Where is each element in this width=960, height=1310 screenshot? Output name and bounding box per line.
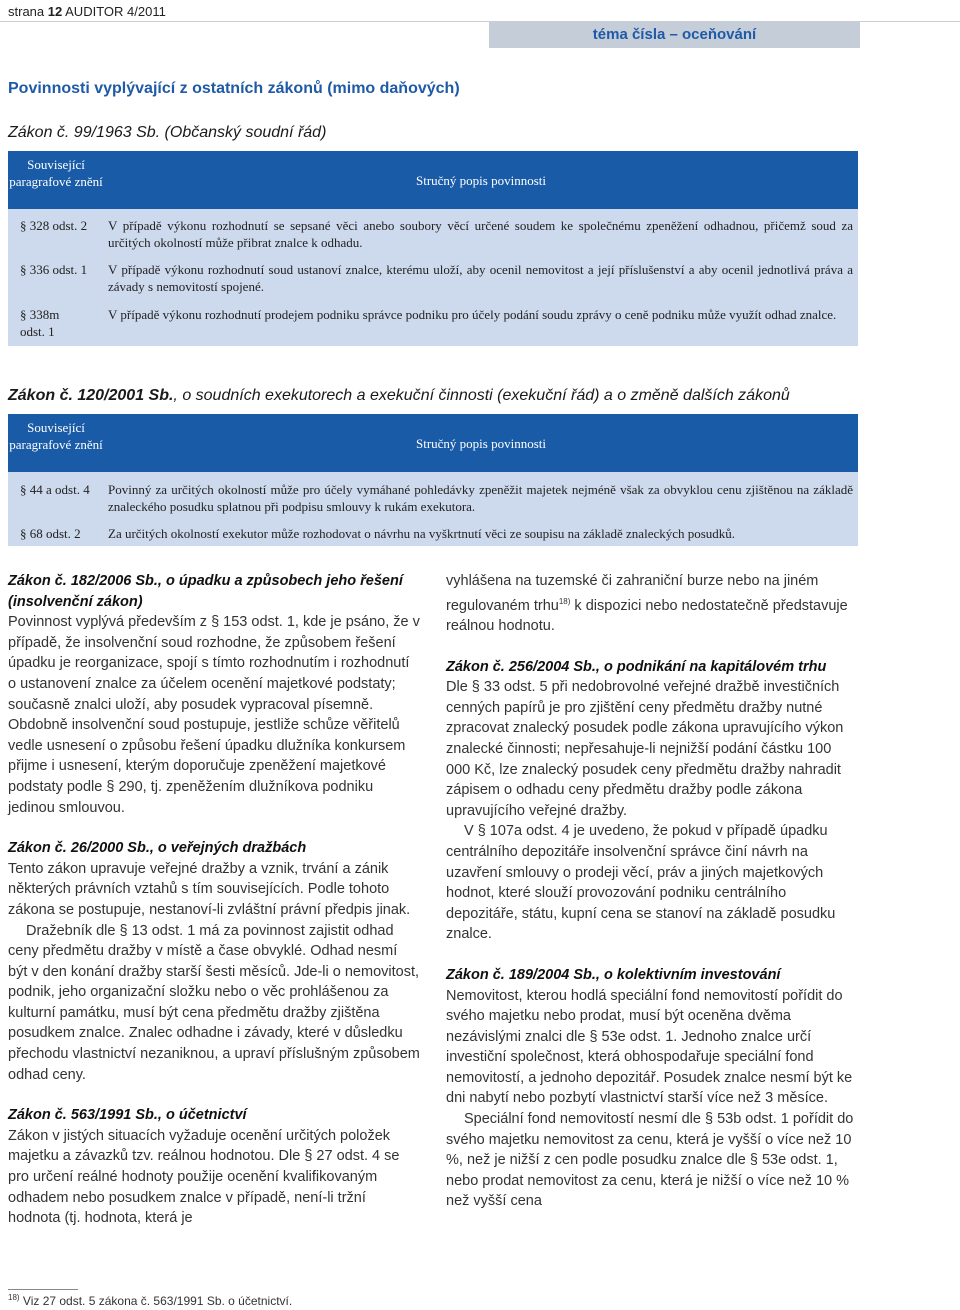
- paragraph: Tento zákon upravuje veřejné dražby a vznik, trvání a zánik některých právních vztahů s tím souvisejících. Podle tohoto zákona se postupuje, nestanoví-li zvláštní právní předpis jinak.: [8, 860, 411, 918]
- footnote: [8, 1293, 292, 1308]
- law-heading-rest: , o kolektivním investování: [595, 966, 781, 983]
- paragraph: Speciální fond nemovitostí nesmí dle § 53b odst. 1 pořídit do svého majetku nemovitost za cenu, která je vyšší o více než 10 %, než je nižší z cen podle posudku znalce dle § 53e odst. 1, nebo prodat nemovitost za cenu, která je nižší o více než 10 % než vyšší cena: [446, 1111, 854, 1210]
- footnote-text: Viz 27 odst. 5 zákona č. 563/1991 Sb. o účetnictví.: [22, 1294, 293, 1308]
- page-label: strana: [8, 4, 45, 19]
- row-ref: § 338m odst. 1: [20, 307, 60, 339]
- row-text: Povinný za určitých okolností může pro účely vymáhané pohledávky zpeněžit majetek nejméně však za obvyklou cenu zjištěnou na základě znaleckého posudku splatnou při podpisu smlouvy k rukám exekutora.: [108, 482, 853, 514]
- paragraph: Zákon v jistých situacích vyžaduje ocenění určitých položek majetku a závazků tzv. reálnou hodnotou. Dle § 27 odst. 4 se pro určení reálné hodnoty použije ocenění kvalifikovaným odhadem nebo posudkem znalce v případě, není-li tržní hodnota (tj. hodnota, která je: [8, 1127, 400, 1227]
- table2-law-title: [8, 387, 790, 405]
- paragraph-part: vyhlášena na tuzemské či zahraniční burze nebo na jiném regulovaném trhu: [446, 573, 819, 614]
- table1-col1-header: Související paragrafové znění: [9, 157, 103, 189]
- right-column: [446, 571, 858, 1212]
- footnote-rule: [8, 1289, 78, 1290]
- row-ref: § 328 odst. 2: [20, 218, 88, 233]
- paragraph: Nemovitost, kterou hodlá speciální fond nemovitostí pořídit do svého majetku nebo prodat, musí být oceněna dvěma nezávislými znalci dle § 53e odst. 1. Jednoho znalce určí investiční společnost, která obhospodařuje speciální fond nemovitostí, a jednoho depozitář. Posudek znalce nesmí být ke dni nabytí nebo pozbytí vlastnictví starší více než 3 měsíce.: [446, 987, 853, 1107]
- row-text: V případě výkonu rozhodnutí prodejem podniku správce podniku pro účely podání soudu zprávy o ceně podniku může využít odhad znalce.: [108, 307, 837, 322]
- row-ref: § 336 odst. 1: [20, 262, 88, 277]
- table2-law-title-bold: Zákon č. 120/2001 Sb.: [8, 387, 174, 404]
- row-ref: § 68 odst. 2: [20, 526, 81, 541]
- table2-col1-header: Související paragrafové znění: [9, 420, 103, 452]
- footnote-mark: 18): [8, 1293, 20, 1302]
- journal-name: AUDITOR 4/2011: [65, 4, 166, 19]
- row-ref: § 44 a odst. 4: [20, 482, 90, 497]
- page-number: 12: [47, 4, 63, 19]
- left-column: [8, 571, 420, 1229]
- row-text: V případě výkonu rozhodnutí se sepsané věci anebo soubory věcí určené soudem ke společnému zpeněžení odhadnou, přičemž soud za určitých okolností může přibrat znalce k odhadu.: [108, 218, 853, 250]
- row-text: V případě výkonu rozhodnutí soud ustanoví znalce, kterému uloží, aby ocenil nemovitost a její příslušenství a aby ocenil jednotlivá práva a závady s nemovitostí spojené.: [108, 262, 853, 294]
- paragraph: Dražebník dle § 13 odst. 1 má za povinnost zajistit odhad ceny předmětu dražby v místě a čase obvyklé. Odhad nesmí být v den konání dražby starší šesti měsíců. Jde-li o nemovitost, podnik, jeho organizační složku nebo o věc prohlášenou za kulturní památku, musí být cena předmětu dražby zjištěna posudkem znalce. Znalec odhadne i závady, které v důsledku přechodu vlastnictví nezaniknou, a upraví příslušným způsobem odhad ceny.: [8, 922, 420, 1083]
- footnote-ref: 18): [558, 596, 571, 606]
- table2-header: [8, 414, 858, 472]
- page-info: [8, 4, 166, 19]
- law-heading-bold: Zákon č. 563/1991 Sb.: [8, 1107, 158, 1124]
- law-heading: [8, 571, 420, 612]
- law-heading: [446, 965, 858, 986]
- law-heading-rest: , o úpadku a způsobech jeho řešení (insolvenční zákon): [8, 573, 403, 610]
- paragraph-part: k dispozici nebo nedostatečně představuje reálnou hodnotu.: [446, 597, 848, 635]
- page-header: [0, 0, 960, 22]
- paragraph: V § 107a odst. 4 je uvedeno, že pokud v případě úpadku centrálního depozitáře insolvenční správce činí návrh na uzavření smlouvy o prodeji věcí, práv a jiných majetkových hodnot, které slouží provozování podniku centrálního depozitáře, státu, kupní cena se stanoví na základě posudku znalce.: [446, 823, 836, 943]
- law-heading-bold: Zákon č. 182/2006 Sb.: [8, 573, 158, 589]
- law-heading-bold: Zákon č. 189/2004 Sb.: [446, 966, 596, 983]
- law-heading: [446, 657, 858, 678]
- section-title: Povinnosti vyplývající z ostatních zákonů (mimo daňových): [8, 80, 460, 97]
- table1-col2-header: Stručný popis povinnosti: [415, 173, 546, 188]
- law-heading-rest: , o veřejných dražbách: [149, 840, 307, 857]
- table2-col2-header: Stručný popis povinnosti: [415, 436, 546, 451]
- law-heading-rest: , o účetnictví: [157, 1107, 247, 1124]
- paragraph: [446, 571, 858, 637]
- law-heading-rest: , o podnikání na kapitálovém trhu: [595, 658, 827, 675]
- table1-header: [8, 151, 858, 209]
- table1-law-title: Zákon č. 99/1963 Sb. (Občanský soudní řád): [8, 124, 327, 141]
- row-text: Za určitých okolností exekutor může rozhodovat o návrhu na vyškrtnutí věci ze soupisu na základě znaleckých posudků.: [108, 526, 736, 541]
- paragraph: Dle § 33 odst. 5 při nedobrovolné veřejné dražbě investičních cenných papírů je pro zjištění ceny předmětu dražby nutné zpracovat znalecký posudek podle zákona upravujícího výkon znalecké činnosti; nepřesahuje-li nejnižší podání částku 100 000 Kč, lze znalecký posudek ceny předmětu dražby nahradit zápisem o odhadu ceny předmětu dražby podle zákona upravujícího veřejné dražby.: [446, 679, 844, 819]
- law-heading: [8, 1105, 420, 1126]
- law-heading-bold: Zákon č. 256/2004 Sb.: [446, 658, 596, 675]
- table1: [8, 151, 858, 346]
- theme-banner: téma čísla – oceňování: [489, 22, 860, 48]
- law-heading-bold: Zákon č. 26/2000 Sb.: [8, 840, 150, 857]
- table2-law-title-rest: , o soudních exekutorech a exekuční činnosti (exekuční řád) a o změně dalších zákonů: [173, 387, 790, 404]
- table2: [8, 414, 858, 546]
- law-heading: [8, 838, 420, 859]
- paragraph: Povinnost vyplývá především z § 153 odst. 1, kde je psáno, že v případě, že insolvenční soud rozhodne, že způsobem řešení úpadku je reorganizace, spojí s tímto rozhodnutím i rozhodnutí o ustanovení znalce za účelem ocenění majetkové podstaty; současně znalci uloží, aby posudek vypracoval písemně. Obdobně insolvenční soud postupuje, jestliže schůze věřitelů vedle usnesení o způsobu řešení úpadku dlužníka konkursem přijme i usnesení, kterým doporučuje zpeněžení majetkové podstaty podle § 290, tj. zpeněžením dlužníkova podniku jedinou smlouvou.: [8, 614, 420, 816]
